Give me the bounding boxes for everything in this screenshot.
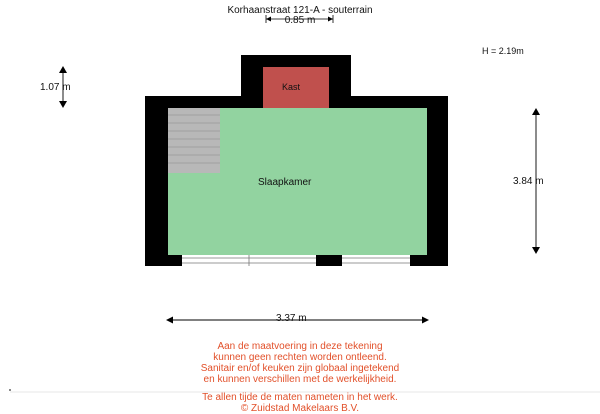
ceiling-height-label: H = 2.19m: [482, 46, 524, 56]
copyright-line: © Zuidstad Makelaars B.V.: [240, 403, 360, 414]
corner-mark: [9, 389, 11, 391]
disclaimer-text: [100, 341, 500, 414]
page-title: Korhaanstraat 121-A - souterrain: [227, 5, 373, 16]
stairs: [168, 108, 220, 173]
disclaimer-line: kunnen geen rechten worden ontleend.: [213, 352, 387, 363]
disclaimer-line: en kunnen verschillen met de werkelijkheid.: [203, 374, 397, 385]
dimension-label-bottom: 3.37 m: [276, 313, 307, 324]
disclaimer-line: Sanitair en/of keuken zijn globaal ingetekend: [200, 363, 400, 374]
window-left: [182, 255, 316, 266]
room-label-kast: Kast: [282, 82, 301, 92]
dimension-label-right: 3.84 m: [513, 176, 544, 187]
dimension-label-left: 1.07 m: [40, 82, 71, 93]
width-label-top: 0.85 m: [284, 15, 316, 26]
window-right: [342, 255, 410, 266]
disclaimer-line: Aan de maatvoering in deze tekening: [217, 341, 383, 352]
room-label-slaapkamer: Slaapkamer: [258, 177, 312, 188]
disclaimer-line: Te allen tijde de maten nameten in het werk.: [202, 392, 398, 403]
